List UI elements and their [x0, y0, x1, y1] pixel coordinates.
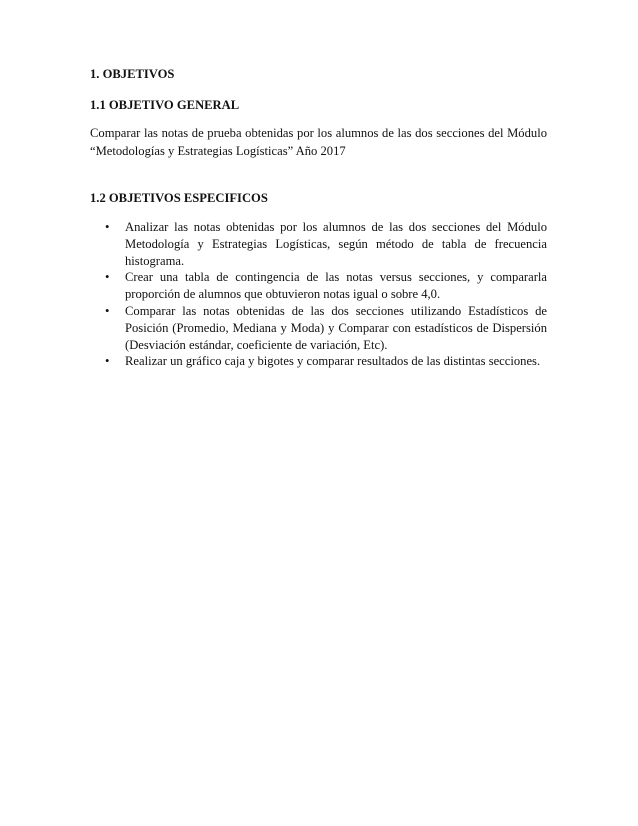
- objective-item: [90, 219, 547, 269]
- paragraph-objetivo-general: Comparar las notas de prueba obtenidas por los alumnos de las dos secciones del Módulo “Metodologías y Estrategias Logísticas” Año 2017: [90, 126, 547, 158]
- objective-text: Analizar las notas obtenidas por los alumnos de las dos secciones del Módulo Metodología y Estrategias Logísticas, según método de tabla de frecuencia histograma.: [125, 220, 547, 268]
- objective-text: Crear una tabla de contingencia de las notas versus secciones, y compararla proporción de alumnos que obtuvieron notas igual o sobre 4,0.: [125, 270, 547, 302]
- objectives-list: [90, 219, 547, 370]
- heading-objetivos-especificos: 1.2 OBJETIVOS ESPECIFICOS: [90, 191, 268, 205]
- bullet-icon: •: [105, 270, 110, 285]
- document-content: [90, 66, 547, 370]
- heading-objetivos: 1. OBJETIVOS: [90, 67, 175, 81]
- objective-text: Realizar un gráfico caja y bigotes y comparar resultados de las distintas secciones.: [125, 354, 541, 369]
- bullet-icon: •: [105, 220, 110, 234]
- heading-objetivo-general: 1.1 OBJETIVO GENERAL: [90, 98, 240, 112]
- objective-item: [90, 303, 547, 353]
- bullet-icon: •: [105, 354, 110, 369]
- objective-item: [90, 269, 547, 303]
- objective-text: Comparar las notas obtenidas de las dos secciones utilizando Estadísticos de Posición (Promedio, Mediana y Moda) y Comparar con estadísticos de Dispersión (Desviación estándar, coeficiente de variación, Etc).: [125, 303, 547, 352]
- bullet-icon: •: [105, 303, 110, 318]
- objective-item: [90, 353, 547, 370]
